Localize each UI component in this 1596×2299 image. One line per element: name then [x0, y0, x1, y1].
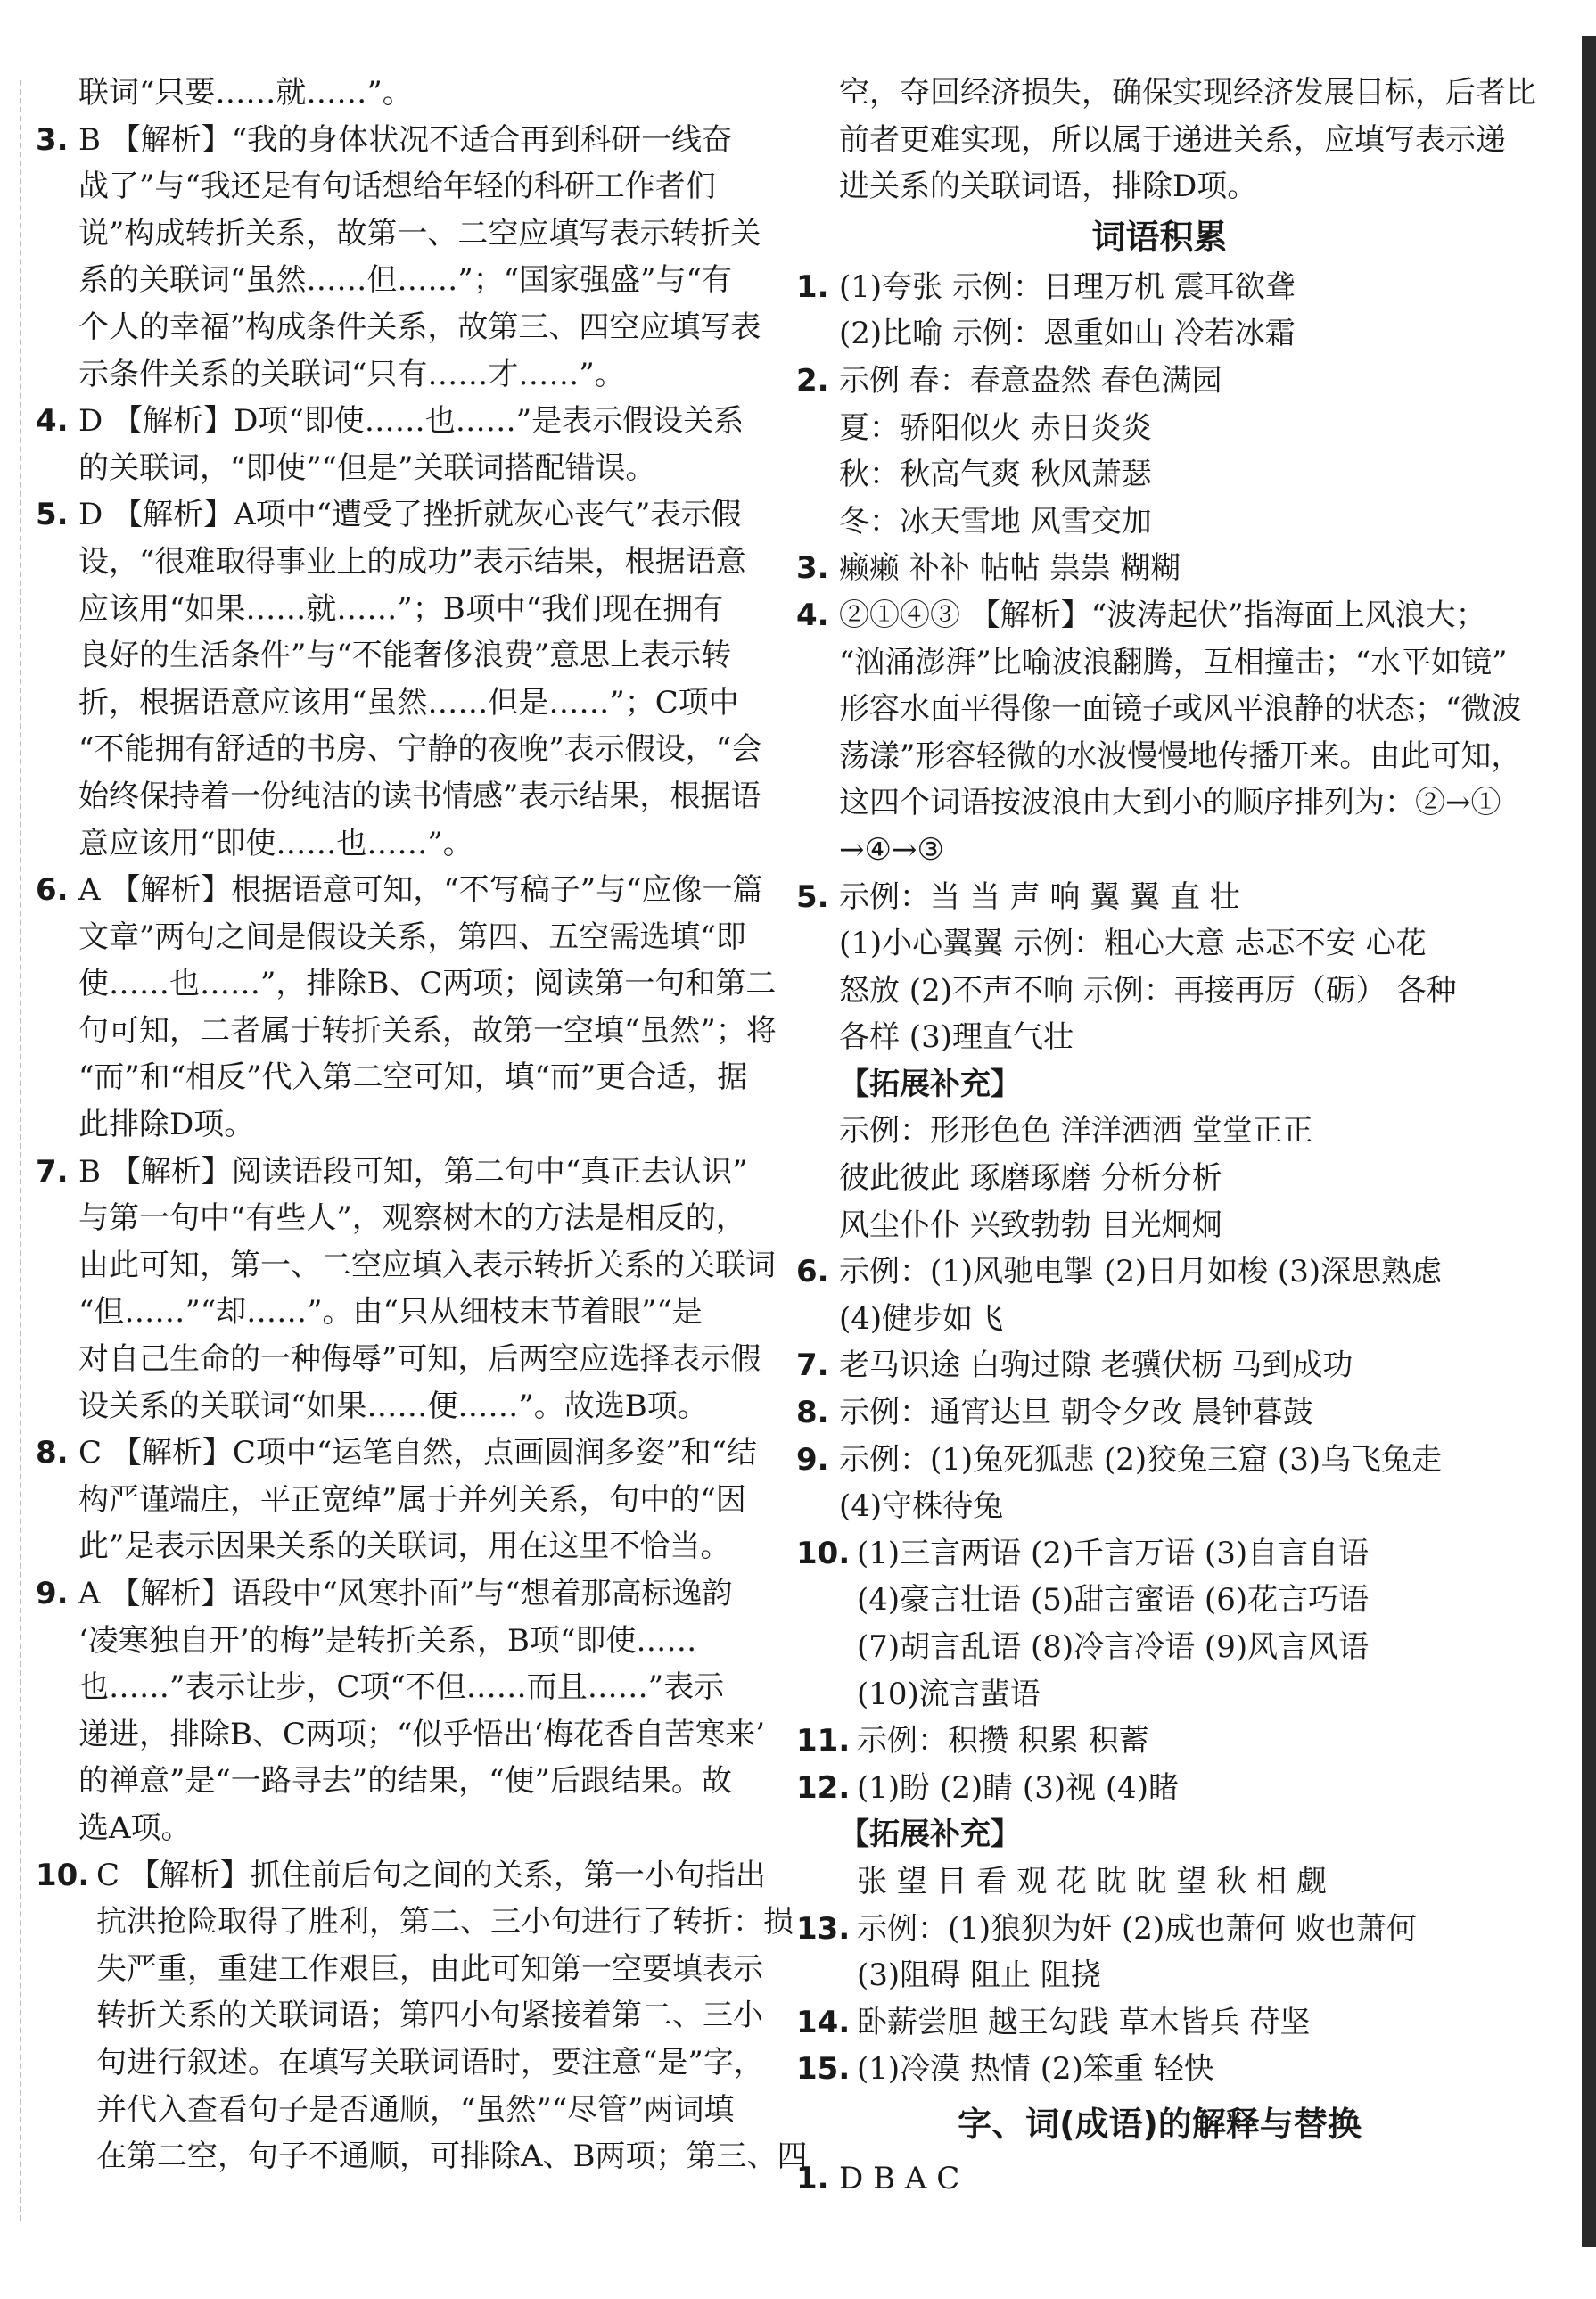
- text-line: [36, 1289, 767, 1336]
- text-line: [36, 1946, 767, 1993]
- text-line: [36, 210, 767, 258]
- line-text: 抗洪抢险取得了胜利，第二、三小句进行了转折：损: [96, 1904, 794, 1941]
- text-line: [36, 257, 767, 304]
- line-text: D B A C: [839, 2160, 960, 2196]
- text-line: [796, 1202, 1523, 1249]
- line-text: 在第二空，句子不通顺，可排除A、B两项；第三、四: [96, 2138, 808, 2175]
- item-number: 6.: [796, 1254, 829, 1290]
- line-text: 示例：(1)风驰电掣 (2)日月如梭 (3)深思熟虑: [839, 1254, 1443, 1290]
- text-line: [36, 1805, 767, 1852]
- text-line: [36, 445, 767, 492]
- text-line: [36, 1008, 777, 1055]
- text-line: [796, 1483, 1523, 1530]
- text-line: [796, 1342, 1523, 1389]
- text-line: [36, 914, 767, 961]
- line-text: 使……也……”，排除B、C两项；阅读第一句和第二: [78, 966, 777, 1002]
- right-top-block: [796, 70, 1536, 210]
- text-line: [796, 1811, 1523, 1858]
- text-line: [36, 1852, 767, 1899]
- text-line: [36, 820, 767, 868]
- line-text: 此排除D项。: [78, 1107, 255, 1143]
- text-line: [796, 733, 1523, 780]
- line-text: C 【解析】抓住前后句之间的关系，第一小句指出: [96, 1857, 766, 1893]
- right-column: [796, 70, 1536, 2203]
- line-text: 对自己生命的一种侮辱”可知，后两空应选择表示假: [78, 1341, 761, 1378]
- line-text: ②①④③ 【解析】“波涛起伏”指海面上风浪大；: [839, 597, 1486, 633]
- text-line: [796, 310, 1523, 358]
- line-text: 句可知，二者属于转折关系，故第一空填“虽然”；将: [78, 1012, 777, 1049]
- section-heading-explanation: 字、词(成语)的解释与替换: [958, 2104, 1362, 2144]
- text-line: [796, 1296, 1523, 1343]
- line-text: 各样 (3)理直气壮: [839, 1019, 1074, 1056]
- line-text: 与第一句中“有些人”，观察树木的方法是相反的，: [78, 1200, 746, 1237]
- text-line: [796, 358, 1523, 405]
- text-line: [36, 70, 767, 117]
- text-line: [36, 1430, 767, 1477]
- text-line: [36, 1195, 767, 1242]
- text-line: [796, 1437, 1523, 1484]
- line-text: 示例：通宵达旦 朝令夕改 晨钟暮鼓: [839, 1395, 1313, 1431]
- text-line: [796, 1858, 1523, 1906]
- text-line: [36, 1992, 767, 2039]
- line-text: 的关联词，“即使”“但是”关联词搭配错误。: [78, 449, 656, 486]
- text-line: [796, 639, 1523, 687]
- item-number: 12.: [796, 1769, 851, 1806]
- item-number: 1.: [796, 2160, 829, 2196]
- item-number: 1.: [796, 268, 829, 305]
- line-text: 示例：(1)兔死狐悲 (2)狡兔三窟 (3)乌飞兔走: [839, 1441, 1443, 1478]
- text-line: [36, 351, 767, 399]
- left-column: [36, 70, 808, 2180]
- text-line: [796, 1014, 1523, 1061]
- line-text: 秋：秋高气爽 秋风萧瑟: [839, 457, 1152, 493]
- text-line: [796, 874, 1523, 921]
- text-line: [36, 726, 767, 773]
- text-line: [36, 1664, 767, 1711]
- line-text: C 【解析】C项中“运笔自然，点画圆润多姿”和“结: [78, 1435, 757, 1471]
- text-line: [796, 405, 1523, 452]
- item-number: 8.: [36, 1435, 69, 1471]
- line-text: D 【解析】D项“即使……也……”是表示假设关系: [78, 403, 745, 440]
- item-number: 7.: [36, 1153, 69, 1190]
- line-text: 形容水面平得像一面镜子或风平浪静的状态；“微波: [839, 691, 1522, 728]
- line-text: 始终保持着一份纯洁的读书情感”表示结果，根据语: [78, 778, 761, 814]
- text-line: [796, 117, 1523, 164]
- line-text: “但……”“却……”。由“只从细枝末节着眼”“是: [78, 1294, 703, 1331]
- text-line: [796, 1624, 1523, 1671]
- line-text: 构严谨端庄，平正宽绰”属于并列关系，句中的“因: [78, 1481, 746, 1518]
- line-text: 句进行叙述。在填写关联词语时，要注意“是”字，: [96, 2044, 764, 2081]
- line-text: 风尘仆仆 兴致勃勃 目光炯炯: [839, 1207, 1222, 1243]
- text-line: [36, 1618, 767, 1665]
- text-line: [796, 1530, 1523, 1578]
- line-text: (1)小心翼翼 示例：粗心大意 忐忑不安 心花: [839, 926, 1427, 962]
- text-line: [36, 2087, 767, 2134]
- line-text: 选A项。: [78, 1809, 192, 1846]
- item-number: 3.: [36, 121, 69, 158]
- text-line: [796, 1061, 1523, 1108]
- text-line: [36, 2133, 808, 2180]
- text-line: [36, 304, 767, 351]
- line-text: 也……”表示让步，C项“不但……而且……”表示: [78, 1669, 725, 1706]
- line-text: 由此可知，第一、二空应填入表示转折关系的关联词: [78, 1247, 776, 1283]
- line-text: (4)健步如飞: [839, 1300, 1004, 1337]
- text-line: [796, 827, 1523, 874]
- line-text: 【拓展补充】: [839, 1066, 1021, 1102]
- line-text: (2)比喻 示例：恩重如山 冷若冰霜: [839, 316, 1296, 352]
- text-line: [36, 1477, 767, 1524]
- line-text: 这四个词语按波浪由大到小的顺序排列为：②→①: [839, 785, 1501, 821]
- line-text: B 【解析】阅读语段可知，第二句中“真正去认识”: [78, 1153, 748, 1190]
- text-line: [36, 2039, 767, 2087]
- text-line: [796, 592, 1523, 639]
- line-text: →④→③: [839, 831, 944, 868]
- line-text: 癞癞 补补 帖帖 祟祟 糊糊: [839, 550, 1181, 587]
- text-line: [36, 773, 767, 820]
- text-line: [36, 632, 767, 680]
- line-text: A 【解析】根据语意可知，“不写稿子”与“应像一篇: [78, 872, 763, 909]
- text-line: [796, 686, 1523, 733]
- column-divider: [20, 80, 21, 2221]
- item-number: 9.: [796, 1441, 829, 1478]
- line-text: 示例：积攒 积累 积蓄: [857, 1723, 1149, 1759]
- text-line: [796, 1718, 1523, 1765]
- line-text: 系的关联词“虽然……但……”；“国家强盛”与“有: [78, 262, 732, 299]
- line-text: 示例：当 当 声 响 翼 翼 直 壮: [839, 878, 1240, 915]
- line-text: 此”是表示因果关系的关联词，用在这里不恰当。: [78, 1529, 731, 1565]
- section-heading-vocabulary: 词语积累: [1091, 217, 1228, 257]
- line-text: 老马识途 白驹过隙 老骥伏枥 马到成功: [839, 1347, 1353, 1384]
- item-number: 4.: [796, 597, 829, 633]
- text-line: [796, 1906, 1523, 1953]
- item-number: 2.: [796, 362, 829, 399]
- item-number: 13.: [796, 1910, 851, 1947]
- line-text: 联词“只要……就……”。: [78, 75, 413, 111]
- line-text: 怒放 (2)不声不响 示例：再接再厉（砺） 各种: [839, 972, 1457, 1009]
- line-text: 彼此彼此 琢磨琢磨 分析分析: [839, 1160, 1222, 1197]
- text-line: [796, 1952, 1523, 1999]
- line-text: 卧薪尝胆 越王勾践 草木皆兵 苻坚: [857, 2004, 1311, 2040]
- line-text: “汹涌澎湃”比喻波浪翻腾，互相撞击；“水平如镜”: [839, 644, 1508, 680]
- line-text: 的禅意”是“一路寻去”的结果，“便”后跟结果。故: [78, 1763, 732, 1800]
- line-text: 递进，排除B、C两项；“似乎悟出‘梅花香自苦寒来’: [78, 1716, 765, 1752]
- text-line: [796, 1577, 1523, 1624]
- line-text: 折，根据语意应该用“虽然……但是……”；C项中: [78, 684, 739, 721]
- text-line: [36, 1383, 767, 1430]
- line-text: (4)守株待兔: [839, 1488, 1004, 1525]
- text-line: [36, 1336, 767, 1383]
- line-text: 失严重，重建工作艰巨，由此可知第一空要填表示: [96, 1950, 763, 1987]
- text-line: [36, 491, 767, 539]
- item-number: 10.: [796, 1535, 851, 1571]
- text-line: [796, 70, 1536, 117]
- line-text: 设关系的关联词“如果……便……”。故选B项。: [78, 1388, 708, 1424]
- text-line: [796, 779, 1523, 827]
- line-text: (1)三言两语 (2)千言万语 (3)自言自语: [857, 1535, 1370, 1571]
- line-text: 转折关系的关联词语；第四小句紧接着第二、三小: [96, 1998, 763, 2034]
- text-line: [36, 867, 767, 914]
- text-line: [796, 1248, 1523, 1296]
- item-number: 8.: [796, 1395, 829, 1431]
- line-text: A 【解析】语段中“风寒扑面”与“想着那高标逸韵: [78, 1576, 733, 1611]
- line-text: 示例 春：春意盎然 春色满园: [839, 362, 1222, 399]
- text-line: [36, 1242, 776, 1290]
- text-line: [36, 586, 767, 633]
- item-number: 7.: [796, 1347, 829, 1384]
- item-number: 11.: [796, 1723, 851, 1759]
- text-line: [796, 1999, 1523, 2047]
- text-line: [796, 499, 1523, 546]
- line-text: 【拓展补充】: [839, 1817, 1021, 1853]
- item-number: 15.: [796, 2051, 851, 2088]
- line-text: 空，夺回经济损失，确保实现经济发展目标，后者比: [839, 75, 1536, 111]
- text-line: [796, 1389, 1523, 1437]
- item-number: 10.: [36, 1857, 90, 1893]
- item-number: 9.: [36, 1576, 69, 1611]
- line-text: D 【解析】A项中“遭受了挫折就灰心丧气”表示假: [78, 497, 742, 533]
- line-text: “不能拥有舒适的书房、宁静的夜晚”表示假设，“会: [78, 731, 762, 768]
- text-line: [36, 1523, 767, 1570]
- text-line: [796, 545, 1523, 592]
- text-line: [36, 1899, 794, 1946]
- line-text: (10)流言蜚语: [857, 1676, 1041, 1712]
- line-text: 示例：(1)狼狈为奸 (2)成也萧何 败也萧何: [857, 1910, 1417, 1947]
- line-text: 进关系的关联词语，排除D项。: [839, 169, 1258, 205]
- text-line: [36, 1711, 767, 1759]
- line-text: 冬：冰天雪地 风雪交加: [839, 503, 1152, 540]
- item-number: 6.: [36, 872, 69, 909]
- line-text: 并代入查看句子是否通顺，“虽然”“尽管”两词填: [96, 2091, 735, 2128]
- line-text: 示例：形形色色 洋洋洒洒 堂堂正正: [839, 1113, 1313, 1150]
- text-line: [796, 920, 1523, 968]
- item-number: 3.: [796, 550, 829, 587]
- item-number: 4.: [36, 403, 69, 440]
- line-text: 前者更难实现，所以属于递进关系，应填写表示递: [839, 121, 1506, 158]
- explanation-answers: [796, 2155, 1523, 2203]
- line-text: 良好的生活条件”与“不能奢侈浪费”意思上表示转: [78, 638, 732, 674]
- text-line: [796, 1155, 1523, 1202]
- text-line: [796, 1671, 1523, 1718]
- line-text: (3)阻碍 阻止 阻挠: [857, 1957, 1101, 1994]
- item-number: 5.: [36, 497, 69, 533]
- line-text: 文章”两句之间是假设关系，第四、五空需选填“即: [78, 919, 746, 955]
- text-line: [36, 680, 767, 727]
- text-line: [36, 398, 767, 445]
- line-text: ‘凌寒独自开’的梅”是转折关系，B项“即使……: [78, 1622, 697, 1659]
- text-line: [36, 1758, 767, 1805]
- text-line: [796, 264, 1523, 311]
- text-line: [36, 1054, 767, 1101]
- line-text: “而”和“相反”代入第二空可知，填“而”更合适，据: [78, 1059, 748, 1096]
- text-line: [36, 1570, 767, 1618]
- text-line: [36, 163, 767, 210]
- line-text: 示条件关系的关联词“只有……才……”。: [78, 356, 625, 392]
- line-text: 荡漾”形容轻微的水波慢慢地传播开来。由此可知，: [839, 737, 1522, 774]
- line-text: 个人的幸福”构成条件关系，故第三、四空应填写表: [78, 309, 761, 345]
- text-line: [36, 539, 767, 586]
- line-text: 意应该用“即使……也……”。: [78, 825, 473, 861]
- page-edge: [1582, 36, 1596, 2247]
- line-text: 战了”与“我还是有句话想给年轻的科研工作者们: [78, 169, 716, 205]
- text-line: [796, 1108, 1523, 1155]
- line-text: 说”构成转折关系，故第一、二空应填写表示转折关: [78, 215, 761, 251]
- vocabulary-answers: [796, 264, 1523, 2093]
- text-line: [796, 451, 1523, 499]
- line-text: 张 望 目 看 观 花 眈 眈 望 秋 相 觑: [857, 1863, 1327, 1899]
- line-text: (7)胡言乱语 (8)冷言冷语 (9)风言风语: [857, 1629, 1370, 1665]
- item-number: 14.: [796, 2004, 851, 2040]
- line-text: (1)夸张 示例：日理万机 震耳欲聋: [839, 268, 1296, 305]
- line-text: (1)冷漠 热情 (2)笨重 轻快: [857, 2051, 1214, 2088]
- text-line: [36, 117, 767, 164]
- text-line: [36, 1149, 767, 1196]
- line-text: 应该用“如果……就……”；B项中“我们现在拥有: [78, 590, 724, 627]
- text-line: [796, 1765, 1523, 1812]
- line-text: B 【解析】“我的身体状况不适合再到科研一线奋: [78, 121, 733, 158]
- line-text: 夏：骄阳似火 赤日炎炎: [839, 409, 1152, 446]
- text-line: [796, 2046, 1523, 2093]
- text-line: [36, 960, 777, 1008]
- line-text: 设，“很难取得事业上的成功”表示结果，根据语意: [78, 543, 746, 580]
- line-text: (1)盼 (2)睛 (3)视 (4)睹: [857, 1769, 1180, 1806]
- text-line: [796, 2155, 1523, 2203]
- text-line: [36, 1101, 767, 1149]
- text-line: [796, 968, 1523, 1015]
- line-text: (4)豪言壮语 (5)甜言蜜语 (6)花言巧语: [857, 1582, 1370, 1619]
- item-number: 5.: [796, 878, 829, 915]
- text-line: [796, 163, 1523, 210]
